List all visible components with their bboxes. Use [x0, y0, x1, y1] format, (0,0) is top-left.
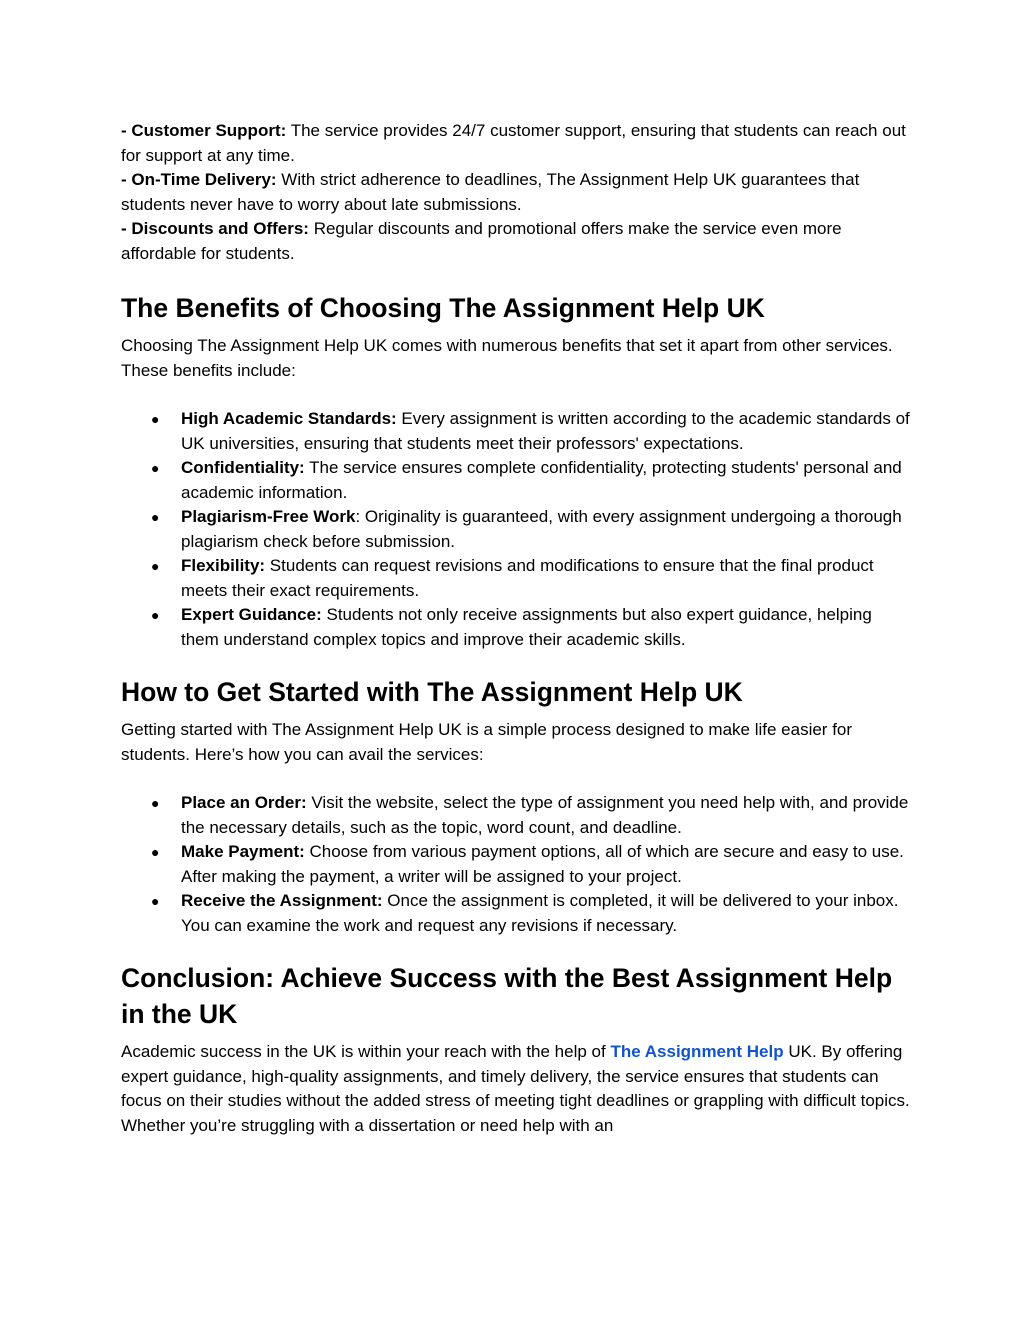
bullet-icon: ● — [151, 411, 160, 427]
item-label: Place an Order: — [181, 793, 307, 812]
benefits-intro: Choosing The Assignment Help UK comes with numerous benefits that set it apart from other services. These benefits include: — [121, 336, 893, 380]
get-started-list — [121, 791, 914, 938]
list-item — [121, 889, 914, 938]
item-label: Expert Guidance: — [181, 605, 322, 624]
bullet-icon: ● — [151, 893, 160, 909]
list-item — [121, 840, 914, 889]
bullet-icon: ● — [151, 460, 160, 476]
item-label: Plagiarism-Free Work — [181, 507, 356, 526]
conclusion-paragraph — [121, 1040, 914, 1138]
item-text: Every assignment is written according to the academic standards of UK universities, ensuring that students meet their professors' expectations. — [181, 409, 910, 453]
list-item — [121, 603, 914, 652]
feature-label: - Customer Support: — [121, 121, 287, 140]
item-text: Choose from various payment options, all of which are secure and easy to use. After making the payment, a writer will be assigned to your project. — [181, 842, 904, 886]
item-text: Once the assignment is completed, it will be delivered to your inbox. You can examine the work and request any revisions if necessary. — [181, 891, 899, 935]
feature-text: The service provides 24/7 customer support, ensuring that students can reach out for support at any time. — [121, 121, 906, 165]
feature-label: - On-Time Delivery: — [121, 170, 277, 189]
conclusion-text-before: Academic success in the UK is within your reach with the help of — [121, 1042, 611, 1061]
list-item — [121, 456, 914, 505]
item-label: Confidentiality: — [181, 458, 305, 477]
item-text: The service ensures complete confidentiality, protecting students' personal and academic information. — [181, 458, 902, 502]
feature-text: Regular discounts and promotional offers make the service even more affordable for students. — [121, 219, 842, 263]
bullet-icon: ● — [151, 795, 160, 811]
item-label: Make Payment: — [181, 842, 305, 861]
feature-customer-support — [121, 119, 914, 168]
get-started-intro: Getting started with The Assignment Help UK is a simple process designed to make life easier for students. Here’s how you can avail the services: — [121, 720, 853, 764]
item-label: High Academic Standards: — [181, 409, 397, 428]
list-item — [121, 554, 914, 603]
item-text: : Originality is guaranteed, with every assignment undergoing a thorough plagiarism check before submission. — [181, 507, 902, 551]
item-label: Flexibility: — [181, 556, 266, 575]
item-label: Receive the Assignment: — [181, 891, 383, 910]
bullet-icon: ● — [151, 607, 160, 623]
bullet-icon: ● — [151, 844, 160, 860]
assignment-help-link[interactable]: The Assignment Help — [610, 1042, 784, 1061]
list-item — [121, 407, 914, 456]
benefits-heading: The Benefits of Choosing The Assignment Help UK — [121, 293, 765, 323]
intro-feature-list — [121, 119, 914, 266]
feature-label: - Discounts and Offers: — [121, 219, 309, 238]
list-item — [121, 791, 914, 840]
bullet-icon: ● — [151, 558, 160, 574]
feature-text: With strict adherence to deadlines, The Assignment Help UK guarantees that students never have to worry about late submissions. — [121, 170, 860, 214]
conclusion-heading: Conclusion: Achieve Success with the Best Assignment Help in the UK — [121, 963, 893, 1029]
get-started-heading: How to Get Started with The Assignment Help UK — [121, 677, 743, 707]
feature-on-time-delivery — [121, 168, 914, 217]
item-text: Students not only receive assignments but also expert guidance, helping them understand complex topics and improve their academic skills. — [181, 605, 872, 649]
item-text: Students can request revisions and modifications to ensure that the final product meets their exact requirements. — [181, 556, 874, 600]
feature-discounts-offers — [121, 217, 914, 266]
list-item — [121, 505, 914, 554]
item-text: Visit the website, select the type of assignment you need help with, and provide the necessary details, such as the topic, word count, and deadline. — [181, 793, 909, 837]
benefits-list — [121, 407, 914, 652]
bullet-icon: ● — [151, 509, 160, 525]
conclusion-text-after: UK. By offering expert guidance, high-quality assignments, and timely delivery, the service ensures that students can focus on their studies without the added stress of meeting tight deadlines or grappling with difficult topics. Whether you’re struggling with a dissertation or need help with an — [121, 1042, 910, 1135]
